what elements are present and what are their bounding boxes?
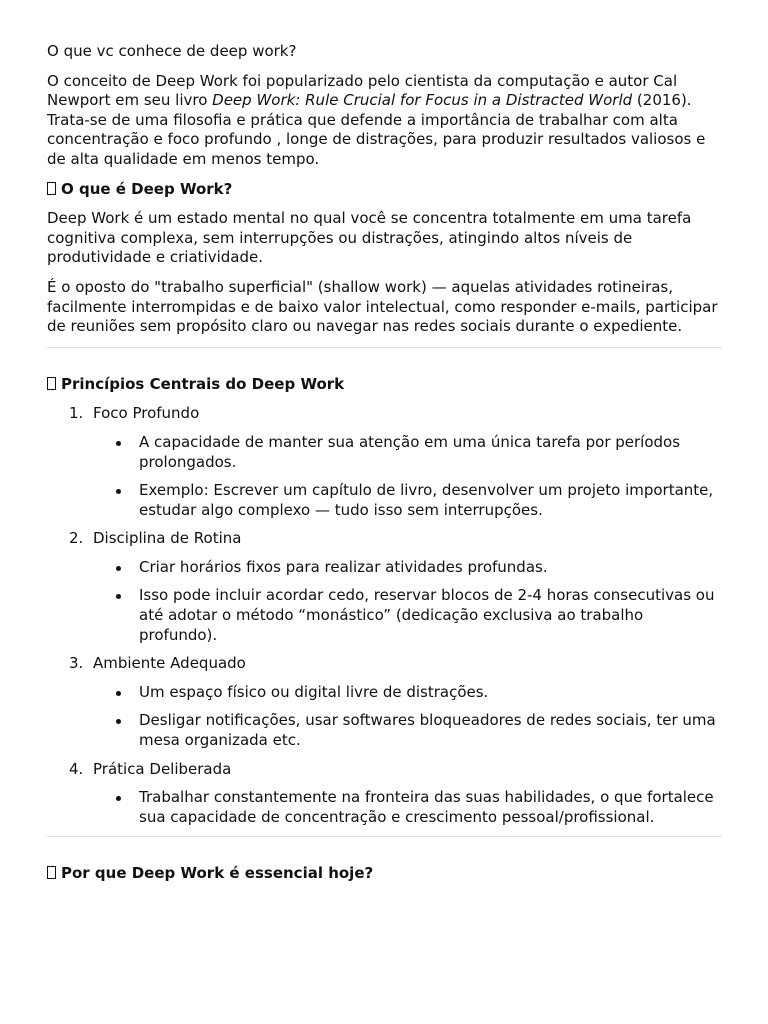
bullet-item [93, 586, 722, 645]
principle-item [47, 654, 722, 750]
intro-text-before: O conceito de Deep Work foi popularizado pelo cientista da computação e autor Cal Newport em seu livro [47, 71, 678, 110]
principle-bullets [93, 683, 722, 751]
bullet-text: Trabalhar constantemente na fronteira das suas habilidades, o que fortalece sua capacidade de concentração e crescimento pessoal/profissional. [139, 788, 714, 826]
bullet-text: Isso pode incluir acordar cedo, reservar blocos de 2-4 horas consecutivas ou até adotar o método “monástico” (dedicação exclusiva ao trabalho profundo). [139, 586, 715, 644]
principle-item [47, 760, 722, 828]
bullet-dot-icon [116, 441, 121, 446]
bullet-item [93, 558, 722, 578]
bullet-text: Um espaço físico ou digital livre de distrações. [139, 682, 489, 701]
principle-number: 1. [69, 404, 84, 423]
section-heading-principles [47, 375, 722, 395]
principle-bullets [93, 788, 722, 827]
definition-paragraph: Deep Work é um estado mental no qual você se concentra totalmente em uma tarefa cognitiva complexa, sem interrupções ou distrações, atingindo altos níveis de produtividade e criatividade. [47, 209, 692, 267]
bullet-dot-icon [116, 566, 121, 571]
principles-list [47, 404, 722, 827]
section-divider [47, 836, 722, 837]
bullet-text: Desligar notificações, usar softwares bloqueadores de redes sociais, ter uma mesa organizada etc. [139, 711, 716, 750]
bullet-item [93, 481, 722, 520]
principle-bullets [93, 558, 722, 645]
section-heading-text: Princípios Centrais do Deep Work [61, 374, 345, 393]
user-question: O que vc conhece de deep work? [47, 42, 297, 60]
bullet-dot-icon [116, 796, 121, 801]
bullet-dot-icon [116, 719, 121, 724]
section-heading-text: Por que Deep Work é essencial hoje? [61, 864, 374, 883]
bullet-item [93, 433, 722, 472]
bullet-item [93, 788, 722, 827]
principle-number: 2. [69, 529, 84, 548]
bullet-dot-icon [116, 594, 121, 599]
intro-paragraph [47, 72, 722, 170]
principle-number: 4. [69, 759, 84, 778]
book-title: Deep Work: Rule Crucial for Focus in a Distracted World [212, 91, 633, 110]
bullet-item [93, 683, 722, 703]
principle-title: Ambiente Adequado [93, 654, 246, 673]
bullet-text: Exemplo: Escrever um capítulo de livro, desenvolver um projeto importante, estudar algo complexo — tudo isso sem interrupções. [139, 481, 714, 519]
principle-title: Disciplina de Rotina [93, 529, 242, 548]
section-divider [47, 347, 722, 348]
bullet-dot-icon [116, 691, 121, 696]
bullet-text: Criar horários fixos para realizar atividades profundas. [139, 557, 548, 576]
bullet-item [93, 711, 722, 750]
principle-item [47, 404, 722, 520]
section-heading-what-is [47, 180, 722, 200]
principle-title: Prática Deliberada [93, 759, 232, 778]
principle-number: 3. [69, 654, 84, 673]
missing-glyph-icon [47, 182, 56, 195]
missing-glyph-icon [47, 377, 56, 390]
missing-glyph-icon [47, 866, 56, 879]
principle-bullets [93, 433, 722, 520]
bullet-dot-icon [116, 489, 121, 494]
bullet-text: A capacidade de manter sua atenção em uma única tarefa por períodos prolongados. [139, 432, 681, 471]
intro-text-after: (2016). Trata-se de uma filosofia e prática que defende a importância de trabalhar com alta concentração e foco profundo , longe de distrações, para produzir resultados valiosos e de alta qualidade em menos tempo. [47, 91, 706, 168]
shallow-work-paragraph: É o oposto do "trabalho superficial" (shallow work) — aquelas atividades rotineiras, facilmente interrompidas e de baixo valor intelectual, como responder e-mails, participar de reuniões sem propósito claro ou navegar nas redes sociais durante o expediente. [47, 277, 718, 336]
principle-title: Foco Profundo [93, 404, 200, 423]
section-heading-text: O que é Deep Work? [61, 179, 233, 198]
section-heading-why-essential [47, 864, 722, 884]
principle-item [47, 529, 722, 645]
